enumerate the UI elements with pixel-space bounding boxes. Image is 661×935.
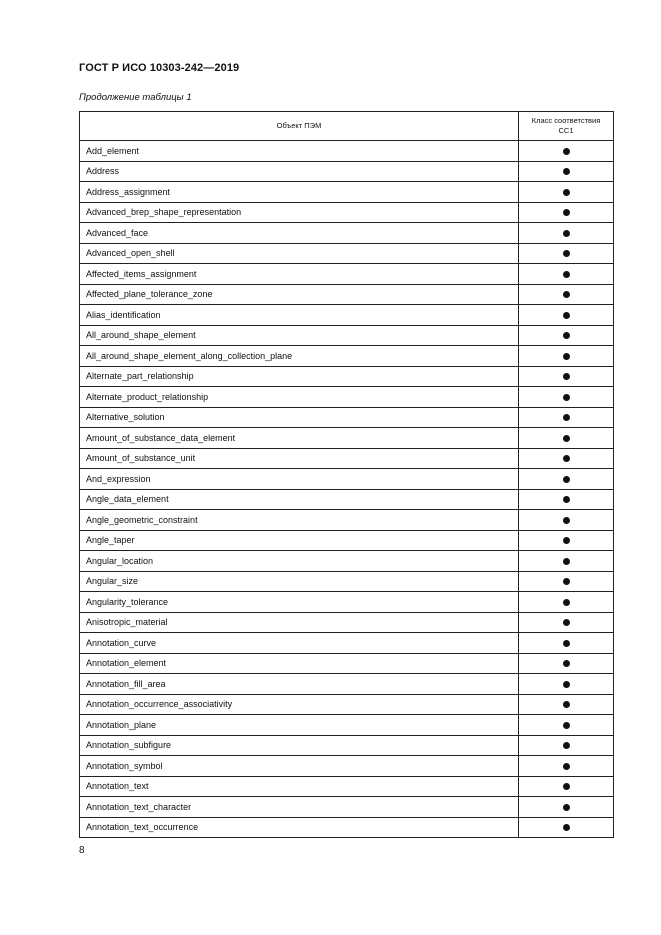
filled-circle-icon [563,455,570,462]
table-row [80,489,614,510]
object-name-cell: All_around_shape_element [80,325,519,346]
object-name-cell: Annotation_text_character [80,797,519,818]
filled-circle-icon [563,353,570,360]
filled-circle-icon [563,824,570,831]
table-row [80,694,614,715]
table-row [80,448,614,469]
conformance-mark-cell [519,510,614,531]
object-name-cell: Annotation_element [80,653,519,674]
conformance-mark-cell [519,264,614,285]
filled-circle-icon [563,537,570,544]
object-name-cell: Annotation_symbol [80,756,519,777]
object-name-cell: Amount_of_substance_unit [80,448,519,469]
conformance-mark-cell [519,366,614,387]
conformance-table [79,111,614,838]
object-name-cell: Affected_items_assignment [80,264,519,285]
conformance-mark-cell [519,715,614,736]
filled-circle-icon [563,640,570,647]
conformance-mark-cell [519,735,614,756]
conformance-mark-cell [519,161,614,182]
column-header-conformance-class-line1: Класс соответствия [531,116,601,125]
filled-circle-icon [563,578,570,585]
table-row [80,735,614,756]
object-name-cell: Annotation_curve [80,633,519,654]
table-row [80,592,614,613]
filled-circle-icon [563,209,570,216]
conformance-mark-cell [519,797,614,818]
object-name-cell: Annotation_text [80,776,519,797]
conformance-mark-cell [519,592,614,613]
filled-circle-icon [563,496,570,503]
table-row [80,469,614,490]
table-row [80,366,614,387]
filled-circle-icon [563,271,570,278]
table-row [80,325,614,346]
table-row [80,551,614,572]
filled-circle-icon [563,558,570,565]
table-row [80,756,614,777]
conformance-mark-cell [519,448,614,469]
object-name-cell: Angle_data_element [80,489,519,510]
object-name-cell: Angular_location [80,551,519,572]
filled-circle-icon [563,763,570,770]
conformance-mark-cell [519,817,614,838]
table-row [80,571,614,592]
filled-circle-icon [563,783,570,790]
object-name-cell: Advanced_open_shell [80,243,519,264]
object-name-cell: Address_assignment [80,182,519,203]
conformance-mark-cell [519,530,614,551]
conformance-mark-cell [519,694,614,715]
filled-circle-icon [563,804,570,811]
object-name-cell: Affected_plane_tolerance_zone [80,284,519,305]
filled-circle-icon [563,291,570,298]
table-header-row [80,112,614,141]
table-row [80,305,614,326]
object-name-cell: Angle_geometric_constraint [80,510,519,531]
object-name-cell: Angle_taper [80,530,519,551]
table-row [80,715,614,736]
object-name-cell: Angularity_tolerance [80,592,519,613]
object-name-cell: Annotation_subfigure [80,735,519,756]
table-row [80,182,614,203]
table-row [80,284,614,305]
conformance-mark-cell [519,674,614,695]
conformance-mark-cell [519,756,614,777]
filled-circle-icon [563,722,570,729]
conformance-mark-cell [519,325,614,346]
table-row [80,674,614,695]
table-row [80,407,614,428]
filled-circle-icon [563,230,570,237]
object-name-cell: Alternate_product_relationship [80,387,519,408]
table-row [80,202,614,223]
filled-circle-icon [563,189,570,196]
page-number: 8 [79,845,85,856]
object-name-cell: Alternative_solution [80,407,519,428]
conformance-mark-cell [519,387,614,408]
object-name-cell: Angular_size [80,571,519,592]
table-row [80,817,614,838]
filled-circle-icon [563,312,570,319]
conformance-mark-cell [519,407,614,428]
table-row [80,141,614,162]
table-caption: Продолжение таблицы 1 [79,92,192,103]
filled-circle-icon [563,742,570,749]
filled-circle-icon [563,476,570,483]
filled-circle-icon [563,394,570,401]
conformance-mark-cell [519,633,614,654]
object-name-cell: Address [80,161,519,182]
filled-circle-icon [563,414,570,421]
object-name-cell: Add_element [80,141,519,162]
filled-circle-icon [563,250,570,257]
conformance-mark-cell [519,776,614,797]
conformance-mark-cell [519,653,614,674]
table-row [80,264,614,285]
conformance-mark-cell [519,571,614,592]
filled-circle-icon [563,660,570,667]
filled-circle-icon [563,599,570,606]
table-body [80,141,614,838]
table-row [80,161,614,182]
table-row [80,653,614,674]
table-row [80,530,614,551]
object-name-cell: Advanced_brep_shape_representation [80,202,519,223]
conformance-mark-cell [519,202,614,223]
table-row [80,510,614,531]
column-header-conformance-class-line2: CC1 [558,126,574,135]
filled-circle-icon [563,681,570,688]
filled-circle-icon [563,619,570,626]
object-name-cell: Anisotropic_material [80,612,519,633]
filled-circle-icon [563,332,570,339]
filled-circle-icon [563,435,570,442]
conformance-mark-cell [519,551,614,572]
table-row [80,612,614,633]
table-row [80,243,614,264]
filled-circle-icon [563,168,570,175]
conformance-mark-cell [519,428,614,449]
filled-circle-icon [563,701,570,708]
object-name-cell: All_around_shape_element_along_collection_plane [80,346,519,367]
table-row [80,633,614,654]
table-row [80,797,614,818]
object-name-cell: Amount_of_substance_data_element [80,428,519,449]
filled-circle-icon [563,373,570,380]
conformance-mark-cell [519,469,614,490]
object-name-cell: Advanced_face [80,223,519,244]
conformance-mark-cell [519,612,614,633]
conformance-mark-cell [519,489,614,510]
filled-circle-icon [563,148,570,155]
conformance-mark-cell [519,243,614,264]
conformance-mark-cell [519,182,614,203]
table-row [80,776,614,797]
object-name-cell: Alternate_part_relationship [80,366,519,387]
object-name-cell: Annotation_occurrence_associativity [80,694,519,715]
column-header-conformance-class [519,112,614,141]
table-row [80,223,614,244]
conformance-mark-cell [519,284,614,305]
column-header-object: Объект ПЭМ [80,112,519,141]
table-row [80,387,614,408]
conformance-mark-cell [519,223,614,244]
conformance-mark-cell [519,305,614,326]
object-name-cell: Annotation_plane [80,715,519,736]
object-name-cell: Annotation_fill_area [80,674,519,695]
conformance-mark-cell [519,346,614,367]
conformance-mark-cell [519,141,614,162]
object-name-cell: Alias_identification [80,305,519,326]
table-row [80,346,614,367]
document-standard-code: ГОСТ Р ИСО 10303-242—2019 [79,62,240,74]
filled-circle-icon [563,517,570,524]
object-name-cell: And_expression [80,469,519,490]
table-row [80,428,614,449]
object-name-cell: Annotation_text_occurrence [80,817,519,838]
